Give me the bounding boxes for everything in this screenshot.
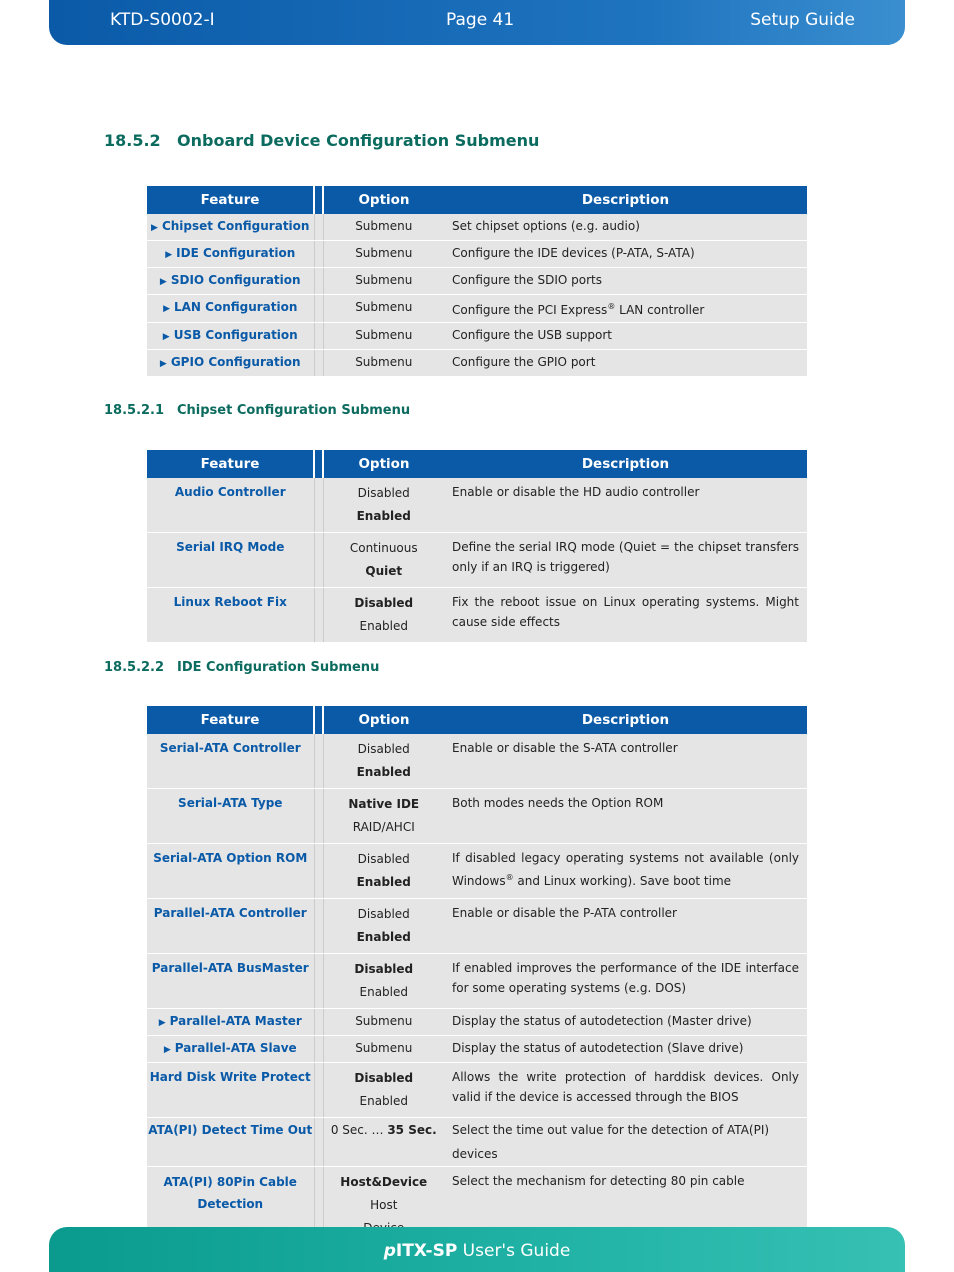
feature-link[interactable]: Parallel-ATA BusMaster	[151, 961, 309, 975]
table-row[interactable]	[147, 323, 807, 350]
description-text: Enable or disable the P-ATA controller	[452, 906, 677, 920]
option-default: Enabled	[356, 509, 411, 523]
option-value: RAID/AHCI	[352, 820, 415, 834]
option-value: Continuous	[349, 541, 418, 555]
option-value: Submenu	[323, 214, 444, 241]
option-value: Disabled	[357, 852, 410, 866]
table-row[interactable]	[147, 350, 807, 377]
option-value: Disabled	[357, 742, 410, 756]
submenu-arrow-icon: ▶	[165, 250, 173, 260]
table-row[interactable]	[147, 588, 807, 643]
option-default: Enabled	[356, 765, 411, 779]
subsection-title: IDE Configuration Submenu	[177, 660, 380, 675]
doc-id: KTD-S0002-I	[110, 10, 215, 30]
feature-link[interactable]: Chipset Configuration	[161, 219, 310, 233]
option-default: Disabled	[354, 596, 414, 610]
subsection-number: 18.5.2.1	[104, 403, 165, 418]
subsection-heading	[104, 660, 379, 675]
description-text: Display the status of autodetection (Master drive)	[444, 1009, 807, 1036]
feature-link[interactable]: Serial IRQ Mode	[176, 540, 285, 554]
header-section: Setup Guide	[750, 10, 855, 30]
submenu-arrow-icon: ▶	[159, 277, 167, 287]
table-row[interactable]	[147, 214, 807, 241]
table-row[interactable]	[147, 1009, 807, 1036]
description-text: Enable or disable the HD audio controller	[452, 485, 700, 499]
option-value: 0 Sec. … 35 Sec.	[323, 1118, 444, 1167]
section-title: Onboard Device Configuration Submenu	[177, 131, 540, 150]
feature-link[interactable]: USB Configuration	[173, 328, 298, 342]
description-text: Fix the reboot issue on Linux operating systems. Might cause side effects	[452, 595, 799, 629]
table-row[interactable]	[147, 268, 807, 295]
option-value: Submenu	[323, 350, 444, 377]
col-option: Option	[323, 450, 444, 478]
col-description: Description	[444, 186, 807, 214]
table-row[interactable]	[147, 241, 807, 268]
col-option: Option	[323, 186, 444, 214]
option-value: Submenu	[323, 323, 444, 350]
table-header-row	[147, 186, 807, 214]
feature-link[interactable]: Parallel-ATA Master	[169, 1014, 302, 1028]
subsection-title: Chipset Configuration Submenu	[177, 403, 411, 418]
feature-link[interactable]: SDIO Configuration	[170, 273, 301, 287]
option-value: Submenu	[323, 1036, 444, 1063]
description-text: Configure the GPIO port	[444, 350, 807, 377]
description-text: Select the mechanism for detecting 80 pin cable	[452, 1174, 745, 1188]
feature-link[interactable]: IDE Configuration	[176, 246, 296, 260]
description-text: If enabled improves the performance of the IDE interface for some operating systems (e.g. DOS)	[452, 961, 799, 995]
col-description: Description	[444, 450, 807, 478]
description-text: Configure the PCI Express® LAN controller	[444, 295, 807, 323]
feature-link[interactable]: ATA(PI) Detect Time Out	[147, 1118, 314, 1167]
option-default: Disabled	[354, 962, 414, 976]
option-value: Submenu	[323, 268, 444, 295]
table-row[interactable]	[147, 1036, 807, 1063]
option-default: Enabled	[356, 930, 411, 944]
footer-title: pITX-SP User's Guide	[383, 1241, 571, 1261]
option-default: Native IDE	[348, 797, 420, 811]
submenu-arrow-icon: ▶	[151, 223, 158, 233]
table-row[interactable]	[147, 1118, 807, 1167]
table-ide-config	[147, 706, 807, 1245]
submenu-arrow-icon: ▶	[163, 304, 170, 314]
description-text: Allows the write protection of harddisk devices. Only valid if the device is accessed through the BIOS	[452, 1070, 799, 1104]
option-value: Enabled	[359, 1094, 408, 1108]
option-default: Quiet	[365, 564, 403, 578]
feature-link[interactable]: ATA(PI) 80Pin Cable Detection	[163, 1175, 297, 1211]
col-feature: Feature	[147, 706, 314, 734]
description-text: Set chipset options (e.g. audio)	[444, 214, 807, 241]
page-header	[49, 0, 905, 45]
col-description: Description	[444, 706, 807, 734]
subsection-number: 18.5.2.2	[104, 660, 165, 675]
feature-link[interactable]: Audio Controller	[174, 485, 286, 499]
option-value: Host	[370, 1198, 398, 1212]
table-row[interactable]	[147, 899, 807, 954]
col-feature: Feature	[147, 186, 314, 214]
section-number: 18.5.2	[104, 131, 161, 150]
table-row[interactable]	[147, 954, 807, 1009]
option-default: Disabled	[354, 1071, 414, 1085]
submenu-arrow-icon: ▶	[158, 1018, 166, 1028]
feature-link[interactable]: Hard Disk Write Protect	[149, 1070, 311, 1084]
submenu-arrow-icon: ▶	[163, 1045, 171, 1055]
col-separator	[314, 706, 323, 734]
option-value: Submenu	[323, 241, 444, 268]
option-default: Enabled	[356, 875, 411, 889]
table-row[interactable]	[147, 844, 807, 899]
feature-link[interactable]: LAN Configuration	[173, 300, 298, 314]
table-header-row	[147, 706, 807, 734]
table-row[interactable]	[147, 789, 807, 844]
option-value: Enabled	[359, 619, 408, 633]
table-row[interactable]	[147, 295, 807, 323]
table-header-row	[147, 450, 807, 478]
table-onboard-devices	[147, 186, 807, 377]
table-row[interactable]	[147, 1063, 807, 1118]
submenu-arrow-icon: ▶	[159, 359, 167, 369]
col-separator	[314, 450, 323, 478]
option-default: Host&Device	[340, 1175, 428, 1189]
feature-link[interactable]: Parallel-ATA Controller	[153, 906, 307, 920]
description-text: Configure the SDIO ports	[444, 268, 807, 295]
description-text: Enable or disable the S-ATA controller	[452, 741, 678, 755]
feature-link[interactable]: Serial-ATA Controller	[159, 741, 301, 755]
option-value: Disabled	[357, 486, 410, 500]
description-text: Both modes needs the Option ROM	[452, 796, 664, 810]
option-value: Disabled	[357, 907, 410, 921]
subsection-heading	[104, 403, 410, 418]
description-text: Configure the IDE devices (P-ATA, S-ATA)	[444, 241, 807, 268]
col-option: Option	[323, 706, 444, 734]
feature-link[interactable]: GPIO Configuration	[170, 355, 301, 369]
section-heading	[104, 131, 539, 150]
feature-link[interactable]: Linux Reboot Fix	[173, 595, 287, 609]
description-text: Define the serial IRQ mode (Quiet = the chipset transfers only if an IRQ is triggered)	[452, 540, 799, 574]
feature-link[interactable]: Parallel-ATA Slave	[174, 1041, 297, 1055]
page-footer	[49, 1227, 905, 1272]
table-row[interactable]	[147, 734, 807, 789]
description-text: If disabled legacy operating systems not available (only Windows® and Linux working). Save boot time	[452, 851, 799, 888]
col-separator	[314, 186, 323, 214]
description-text: Display the status of autodetection (Slave drive)	[444, 1036, 807, 1063]
feature-link[interactable]: Serial-ATA Option ROM	[153, 851, 308, 865]
option-value: Enabled	[359, 985, 408, 999]
option-value: Submenu	[323, 295, 444, 323]
description-text: Select the time out value for the detection of ATA(PI) devices	[444, 1118, 807, 1167]
table-row[interactable]	[147, 533, 807, 588]
table-row[interactable]	[147, 478, 807, 533]
feature-link[interactable]: Serial-ATA Type	[178, 796, 283, 810]
description-text: Configure the USB support	[444, 323, 807, 350]
table-chipset-config	[147, 450, 807, 643]
page-number: Page 41	[446, 10, 515, 30]
option-value: Submenu	[323, 1009, 444, 1036]
submenu-arrow-icon: ▶	[162, 332, 170, 342]
col-feature: Feature	[147, 450, 314, 478]
